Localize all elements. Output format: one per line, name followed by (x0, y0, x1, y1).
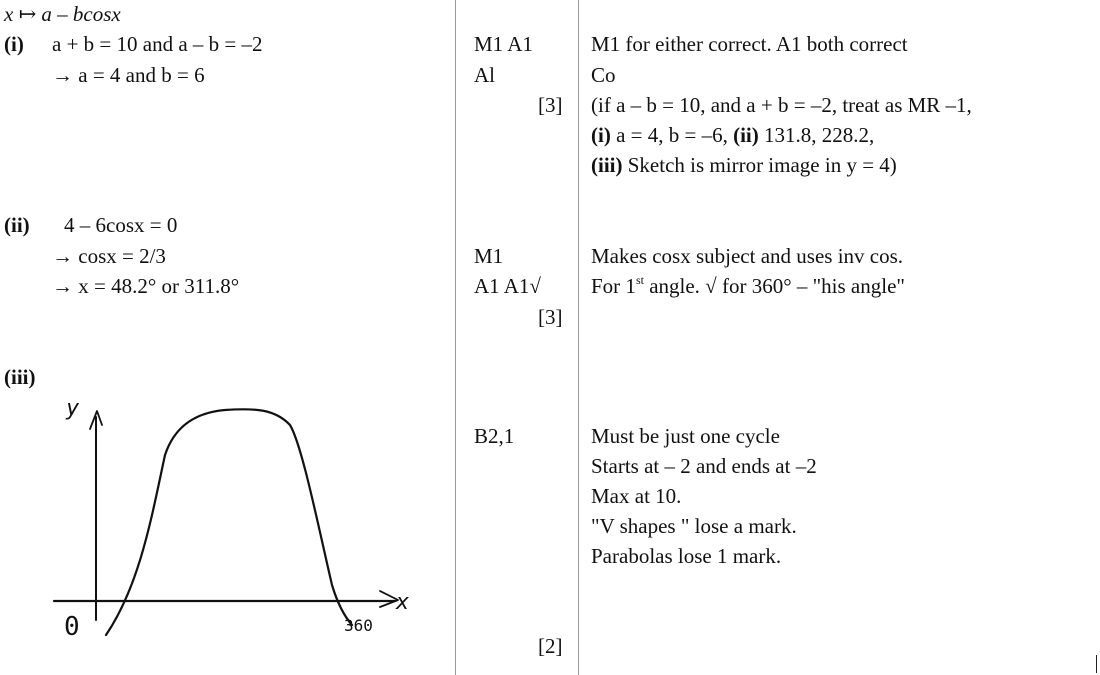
part-iii-note-4: "V shapes " lose a mark. (591, 514, 797, 538)
note-2-post: angle. √ for 360° – "his angle" (643, 274, 905, 298)
part-iii-mark-b21: B2,1 (474, 424, 515, 448)
note-4-label-i: (i) (591, 123, 611, 147)
column-divider-right (578, 0, 579, 675)
sketch-x-label: x (396, 590, 410, 615)
part-i-note-1: M1 for either correct. A1 both correct (591, 32, 908, 56)
part-iii-note-5: Parabolas lose 1 mark. (591, 544, 782, 568)
note-4-text-ii: 131.8, 228.2, (758, 123, 875, 147)
part-iii-note-3: Max at 10. (591, 484, 682, 508)
part-i-note-3: (if a – b = 10, and a + b = –2, treat as MR –1, (591, 93, 972, 117)
part-i-note-5 (591, 153, 897, 177)
part-ii-equation: 4 – 6cosx = 0 (64, 213, 178, 237)
part-iii-note-2: Starts at – 2 and ends at –2 (591, 454, 817, 478)
part-ii-note-1: Makes cosx subject and uses inv cos. (591, 244, 904, 268)
cursor-mark (1096, 655, 1097, 673)
part-i-mark-total: [3] (538, 93, 563, 117)
part-ii-label: (ii) (4, 213, 30, 237)
part-ii-mark-total: [3] (538, 305, 563, 329)
cosine-sketch (40, 395, 480, 665)
part-i-note-2: Co (591, 63, 616, 87)
note-4-text-i: a = 4, b = –6, (610, 123, 734, 147)
note-5-label-iii: (iii) (591, 153, 623, 177)
part-ii-mark-m1: M1 (474, 244, 504, 268)
part-ii-solutions: → x = 48.2° or 311.8° (52, 274, 240, 298)
part-ii-cos: → cosx = 2/3 (52, 244, 166, 268)
part-ii-note-2 (591, 274, 905, 298)
function-mapping: x ↦ a – bcosx (4, 2, 121, 26)
part-iii-note-1: Must be just one cycle (591, 424, 780, 448)
part-i-note-4 (591, 123, 874, 147)
sketch-origin-label: 0 (64, 612, 80, 642)
part-i-equation: a + b = 10 and a – b = –2 (52, 32, 263, 56)
sketch-y-label: y (66, 396, 80, 421)
part-i-result: → a = 4 and b = 6 (52, 63, 205, 87)
sketch-end-label: 360 (344, 616, 373, 635)
note-5-text: Sketch is mirror image in y = 4) (622, 153, 897, 177)
part-iii-mark-total: [2] (538, 634, 563, 658)
note-2-pre: For 1 (591, 274, 636, 298)
part-ii-mark-a1a1: A1 A1√ (474, 274, 541, 298)
part-i-label: (i) (4, 32, 24, 56)
note-2-sup: st (635, 273, 644, 287)
part-i-mark-a1: Al (474, 63, 495, 87)
part-iii-label: (iii) (4, 365, 36, 389)
part-i-mark-m1a1: M1 A1 (474, 32, 533, 56)
note-4-label-ii: (ii) (733, 123, 759, 147)
